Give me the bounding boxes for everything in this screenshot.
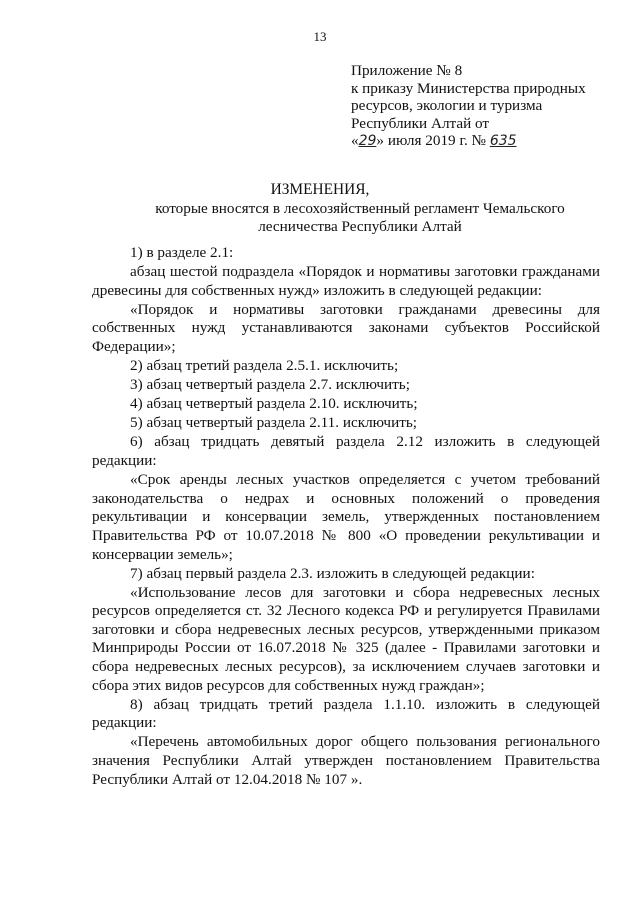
appendix-line: Приложение № 8 <box>351 62 463 79</box>
paragraph: 6) абзац тридцать девятый раздела 2.12 изложить в следующей редакции: <box>92 433 600 470</box>
paragraph: 3) абзац четвертый раздела 2.7. исключить; <box>130 376 410 394</box>
appendix-line: ресурсов, экологии и туризма <box>351 97 543 114</box>
paragraph: абзац шестой подраздела «Порядок и нормативы заготовки гражданами древесины для собственных нужд» изложить в следующей редакции: <box>92 263 600 299</box>
paragraph: «Срок аренды лесных участков определяется с учетом требований законодательства о недрах и основных положений о проведения рекультивации и консервации земель, утвержденных постановлением Правительства РФ от 10.07.2018 № 800 «О проведении рекультивации и консервации земель»; <box>92 471 600 563</box>
paragraph: 5) абзац четвертый раздела 2.11. исключить; <box>130 414 417 432</box>
paragraph: «Порядок и нормативы заготовки гражданами древесины для собственных нужд устанавливаются законами субъектов Российской Федерации»; <box>92 300 600 355</box>
appendix-line: Республики Алтай от <box>351 114 490 132</box>
handwritten-day: 29 <box>358 133 377 149</box>
paragraph: «Перечень автомобильных дорог общего пользования регионального значения Республики Алтай утвержден постановлением Правительства Республики Алтай от 12.04.2018 № 107 ». <box>92 733 600 788</box>
handwritten-order-number: 635 <box>489 133 517 149</box>
paragraph: 1) в разделе 2.1: <box>130 244 234 261</box>
document-title: ИЗМЕНЕНИЯ, <box>270 181 370 198</box>
paragraph: 2) абзац третий раздела 2.5.1. исключить; <box>130 357 399 375</box>
paragraph: 8) абзац тридцать третий раздела 1.1.10. изложить в следующей редакции: <box>92 695 600 732</box>
date-text: » июля 2019 г. № <box>376 132 487 149</box>
paragraph: 7) абзац первый раздела 2.3. изложить в следующей редакции: <box>130 564 535 582</box>
paragraph: «Использование лесов для заготовки и сбора недревесных лесных ресурсов определяется ст. 32 Лесного кодекса РФ и регулируется Правилами заготовки и сбора недревесных лесных ресурсов, утвержденными приказом Минприроды России от 16.07.2018 № 325 (далее - Правилами заготовки и сбора недревесных лесных ресурсов), за исключением случаев заготовки и сбора этих видов ресурсов для собственных нужд граждан»; <box>92 583 600 694</box>
document-subtitle: которые вносятся в лесохозяйственный регламент Чемальского лесничества Республики Алтай <box>155 200 565 235</box>
page-number: 13 <box>313 29 327 44</box>
paragraph: 4) абзац четвертый раздела 2.10. исключить; <box>130 395 418 413</box>
appendix-date-line <box>351 132 586 151</box>
appendix-line: к приказу Министерства природных <box>351 79 586 97</box>
appendix-header <box>351 62 586 151</box>
date-open-quote: « <box>351 132 359 149</box>
document-body <box>92 244 600 789</box>
